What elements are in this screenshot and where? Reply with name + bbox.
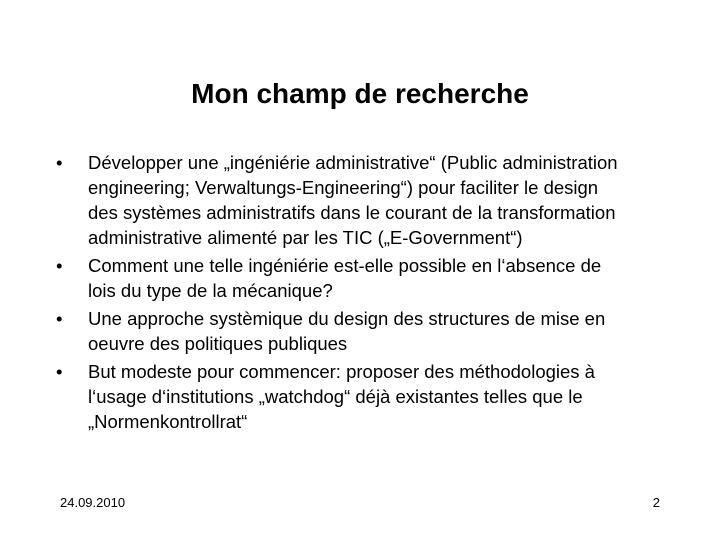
bullet-line: lois du type de la mécanique?	[88, 280, 333, 301]
bullet-item	[56, 150, 696, 250]
bullet-icon: •	[56, 152, 63, 173]
bullet-line: Comment une telle ingéniérie est-elle possible en l‘absence de	[88, 255, 602, 276]
bullet-line: Développer une „ingéniérie administrative“ (Public administration	[88, 152, 618, 173]
bullet-line: oeuvre des politiques publiques	[88, 333, 348, 354]
bullet-icon: •	[56, 308, 63, 329]
footer-date: 24.09.2010	[60, 495, 126, 510]
page-number: 2	[652, 495, 660, 510]
bullet-line: Une approche systèmique du design des structures de mise en	[88, 308, 606, 329]
bullet-item	[56, 253, 696, 303]
bullet-list	[56, 150, 696, 437]
bullet-line: „Normenkontrollrat“	[88, 411, 248, 432]
bullet-line: administrative alimenté par les TIC („E-Government“)	[88, 227, 523, 248]
bullet-line: l‘usage d‘institutions „watchdog“ déjà existantes telles que le	[88, 386, 583, 407]
bullet-item	[56, 359, 696, 434]
bullet-line: engineering; Verwaltungs-Engineering“) pour faciliter le design	[88, 177, 599, 198]
bullet-icon: •	[56, 255, 63, 276]
bullet-item	[56, 306, 696, 356]
bullet-icon: •	[56, 361, 63, 382]
bullet-line: But modeste pour commencer: proposer des méthodologies à	[88, 361, 595, 382]
slide-title: Mon champ de recherche	[191, 78, 529, 109]
bullet-line: des systèmes administratifs dans le courant de la transformation	[88, 202, 616, 223]
